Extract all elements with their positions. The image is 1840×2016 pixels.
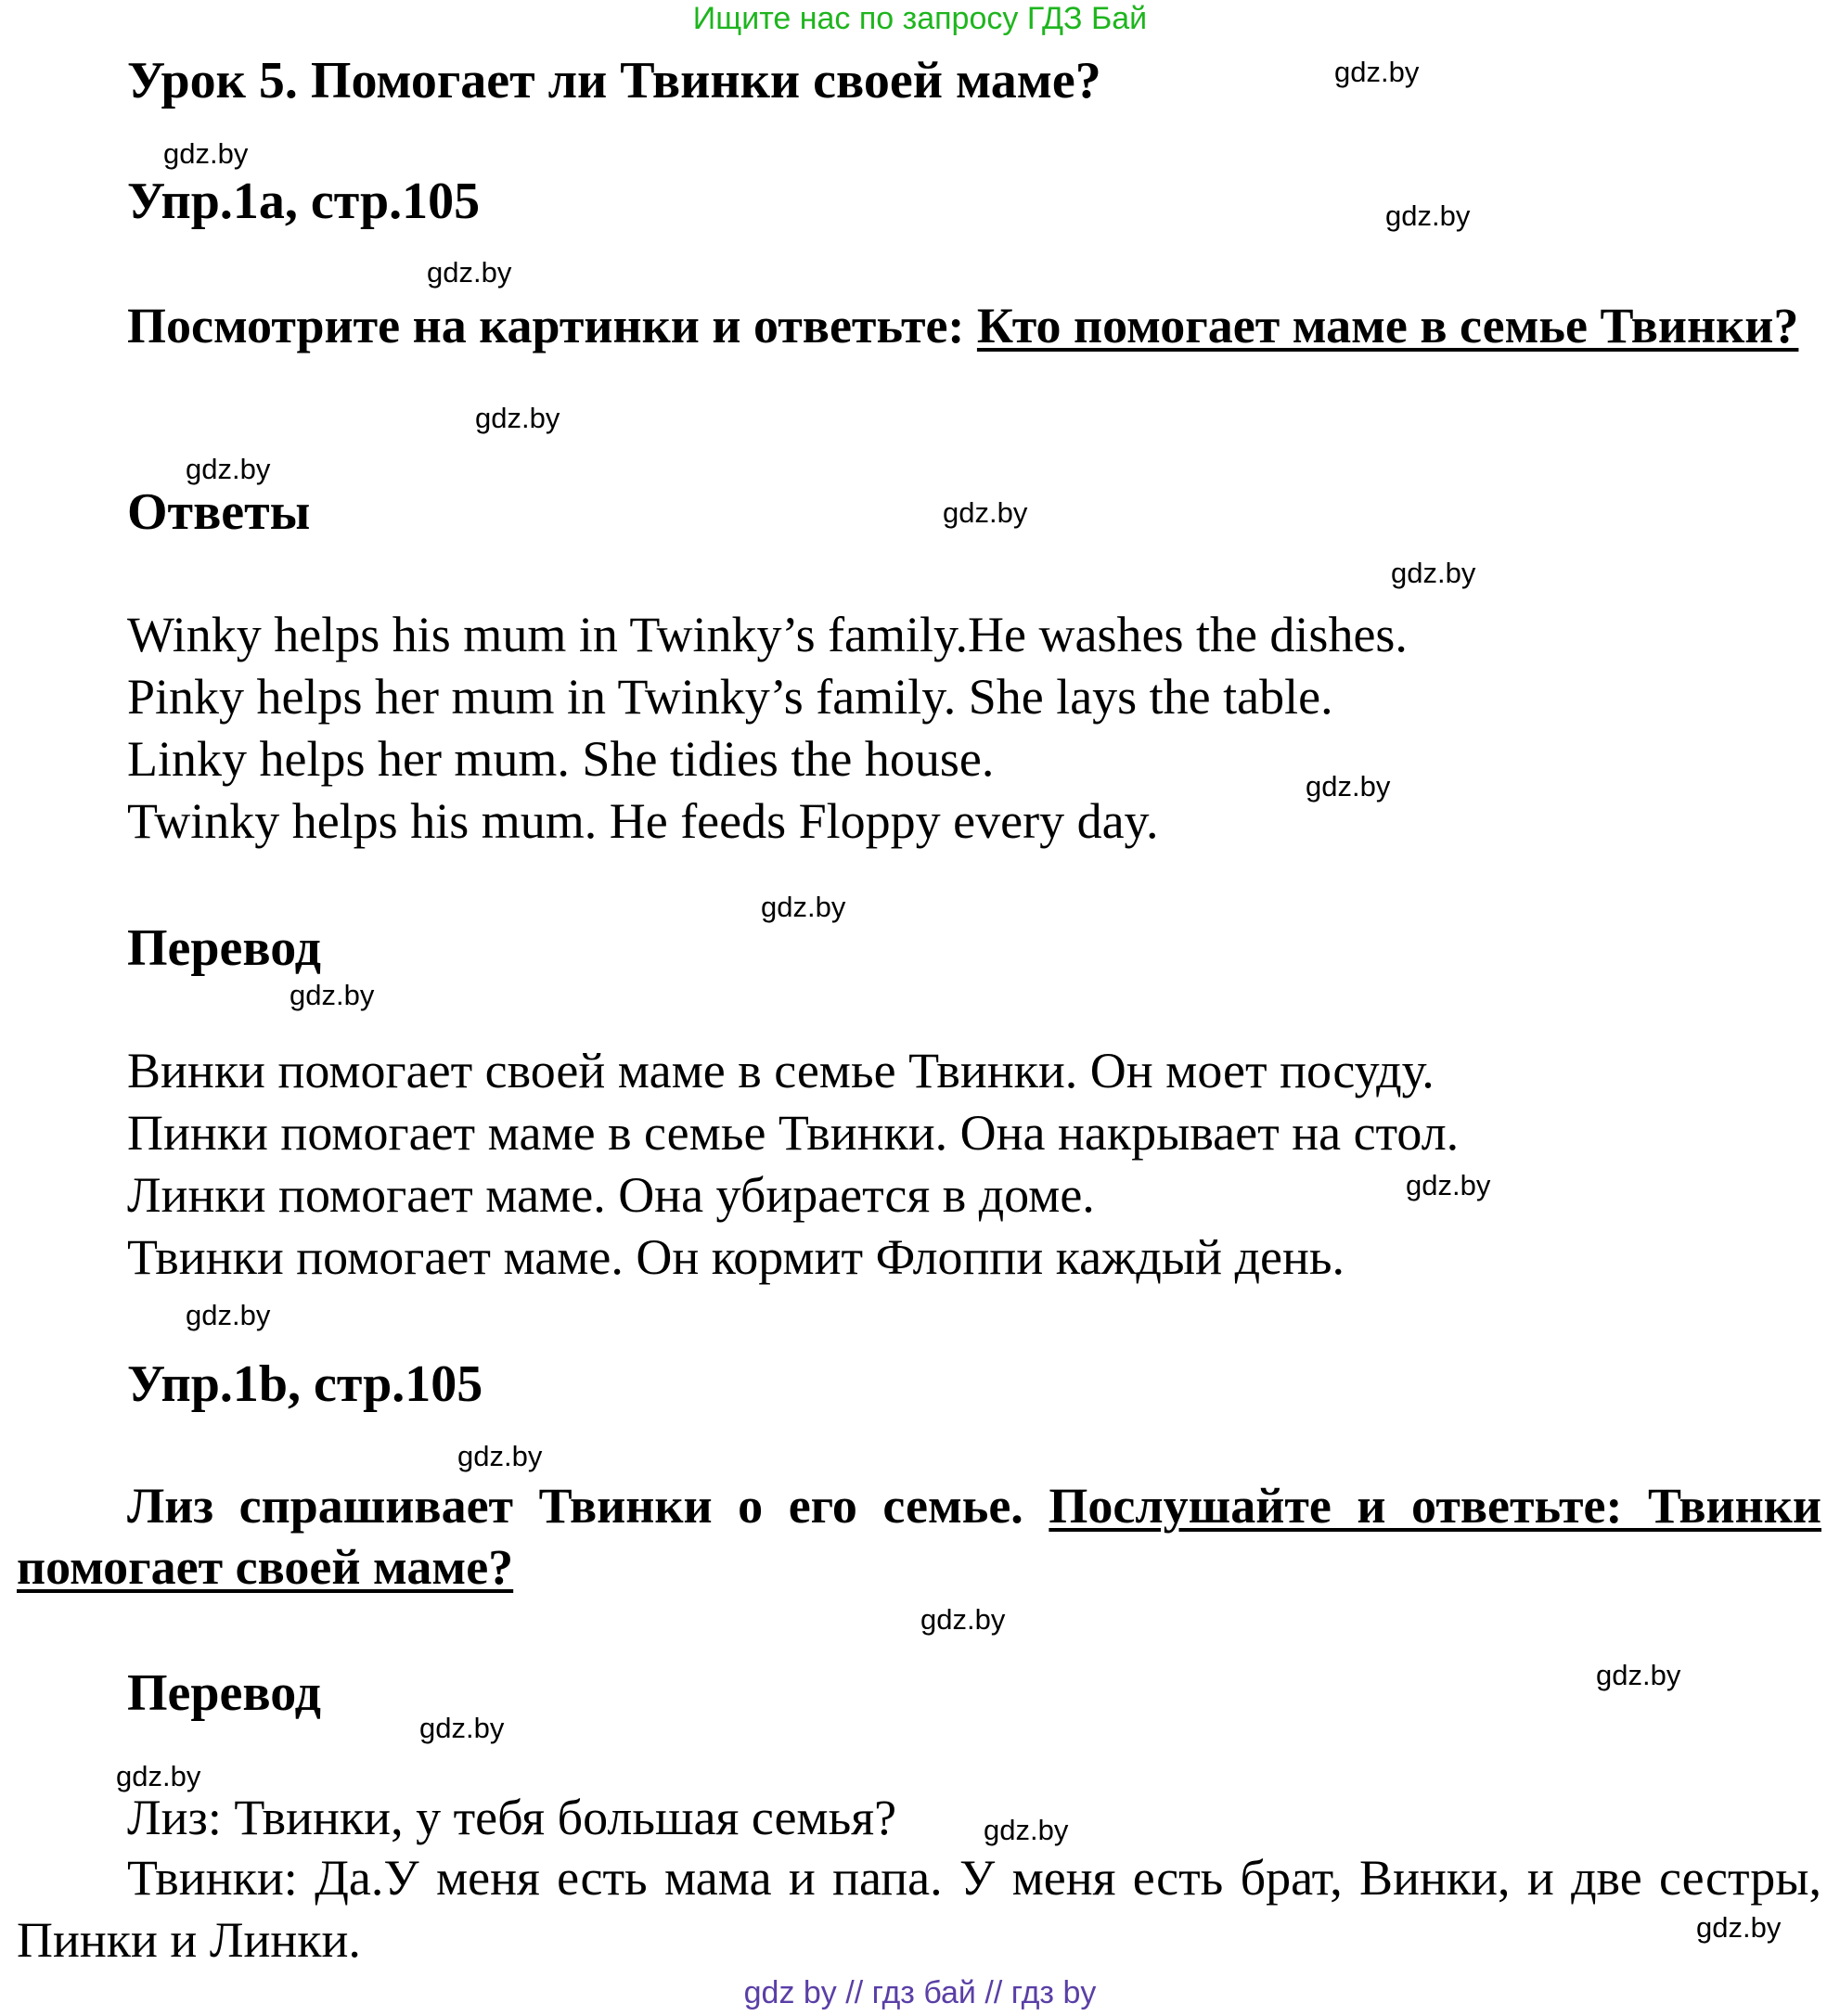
answer-line: Twinky helps his mum. He feeds Floppy every day. [127, 793, 1159, 849]
exercise-1b-task-question: Послушайте и ответьте: Твинки помогает своей маме? [17, 1478, 1821, 1595]
exercise-1a-title: Упр.1a, стр.105 [127, 173, 481, 230]
watermark: gdz.by [1391, 557, 1476, 589]
answers-heading: Ответы [127, 483, 311, 541]
watermark: gdz.by [1306, 770, 1391, 803]
translation-line: Твинки помогает маме. Он кормит Флоппи каждый день. [127, 1229, 1345, 1285]
watermark: gdz.by [1385, 199, 1471, 232]
watermark: gdz.by [427, 256, 512, 289]
translation-line: Винки помогает своей маме в семье Твинки. Он моет посуду. [127, 1043, 1435, 1098]
watermark: gdz.by [163, 137, 249, 170]
translation-heading: Перевод [127, 919, 321, 977]
watermark: gdz.by [186, 453, 271, 485]
watermark: gdz.by [943, 496, 1028, 529]
dialogue-line: Твинки: Да.У меня есть мама и папа. У меня есть брат, Винки, и две сестры, Пинки и Линки. [17, 1850, 1821, 1968]
exercise-1a-task-question: Кто помогает маме в семье Твинки? [976, 298, 1799, 353]
translation-line: Линки помогает маме. Она убирается в доме. [127, 1167, 1095, 1223]
watermark: gdz.by [920, 1603, 1006, 1636]
dialogue-translation-heading: Перевод [127, 1664, 321, 1722]
exercise-1a-task [17, 295, 1821, 356]
exercise-1b-title: Упр.1b, стр.105 [127, 1355, 483, 1413]
watermark: gdz.by [1334, 56, 1420, 88]
top-banner[interactable]: Ищите нас по запросу ГДЗ Бай [692, 1, 1148, 36]
exercise-1b-task-text: Лиз спрашивает Твинки о его семье. [127, 1478, 1049, 1534]
watermark: gdz.by [186, 1299, 271, 1331]
watermark: gdz.by [1696, 1911, 1782, 1944]
answer-line: Winky helps his mum in Twinky’s family.He washes the dishes. [127, 607, 1408, 662]
watermark: gdz.by [457, 1440, 543, 1472]
watermark: gdz.by [1596, 1659, 1681, 1691]
bottom-banner[interactable]: gdz by // гдз бай // гдз by [743, 1975, 1097, 2010]
exercise-1a-task-text: Посмотрите на картинки и ответьте: [127, 298, 977, 353]
answer-line: Pinky helps her mum in Twinky’s family. She lays the table. [127, 669, 1333, 725]
answer-line: Linky helps her mum. She tidies the house. [127, 731, 995, 787]
lesson-title: Урок 5. Помогает ли Твинки своей маме? [127, 52, 1101, 109]
watermark: gdz.by [761, 891, 846, 923]
watermark: gdz.by [1406, 1169, 1491, 1201]
exercise-1b-task [17, 1475, 1821, 1598]
watermark: gdz.by [419, 1712, 505, 1744]
watermark: gdz.by [475, 402, 560, 434]
watermark: gdz.by [290, 979, 375, 1011]
watermark: gdz.by [116, 1760, 201, 1792]
dialogue-line: Лиз: Твинки, у тебя большая семья? [127, 1790, 897, 1845]
translation-line: Пинки помогает маме в семье Твинки. Она накрывает на стол. [127, 1105, 1460, 1161]
watermark: gdz.by [984, 1814, 1069, 1846]
